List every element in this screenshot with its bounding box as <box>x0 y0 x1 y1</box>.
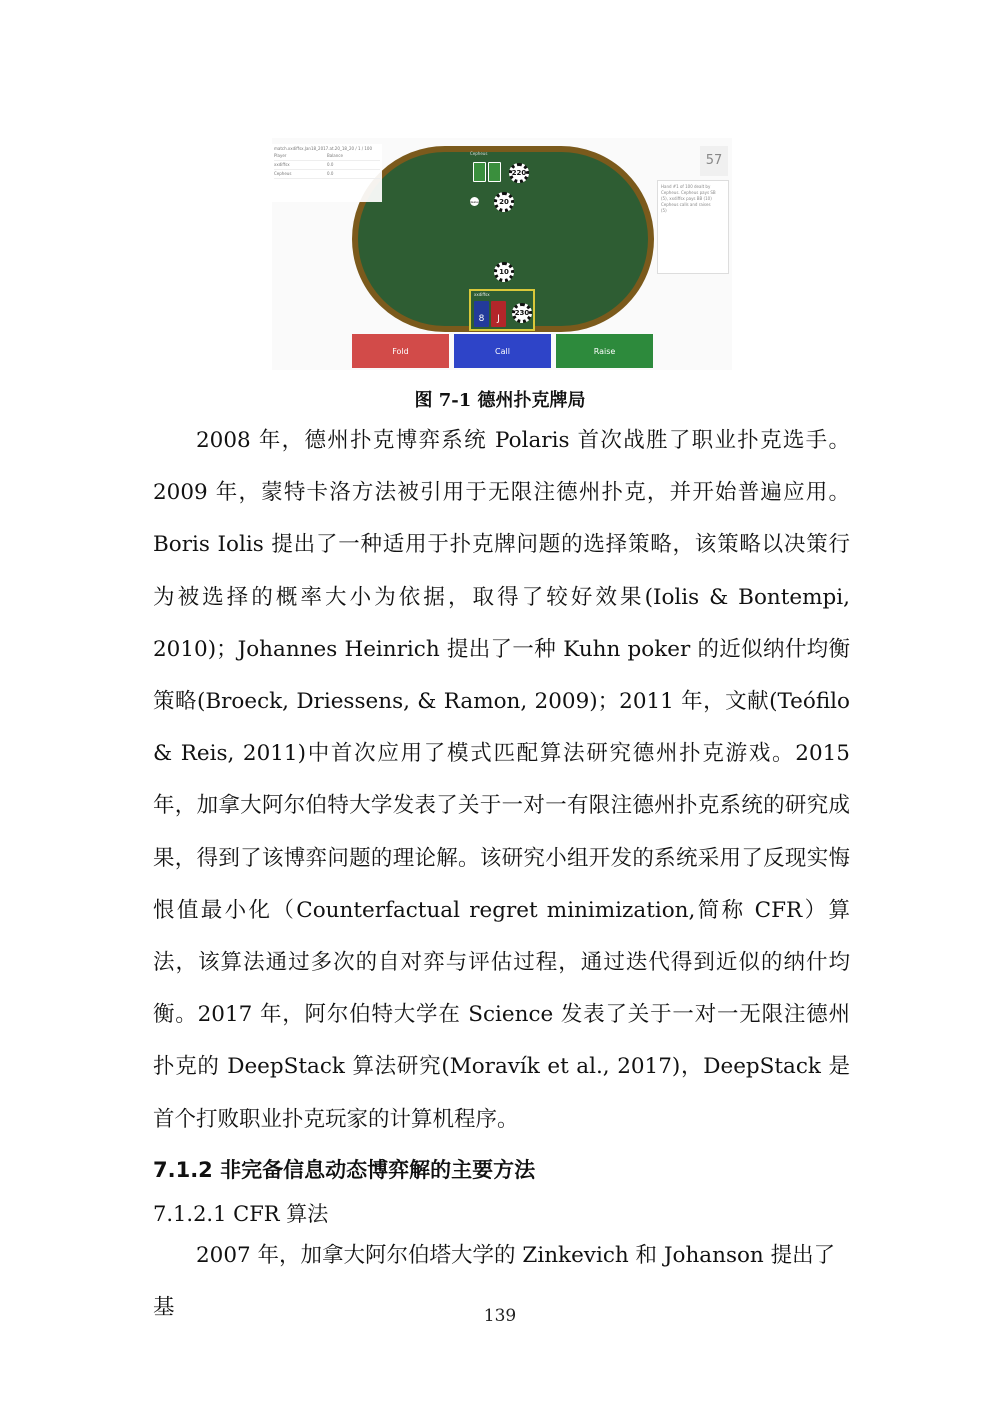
fold-button[interactable]: Fold <box>352 334 449 368</box>
dealer-button: dealer <box>470 197 479 206</box>
opponent-name: Cepheus <box>470 151 488 156</box>
hand-counter: 57 <box>700 146 728 176</box>
log-line: Cepheus. Cepheus pays SB <box>661 190 716 195</box>
paragraph-text: 2007 年，加拿大阿尔伯塔大学的 Zinkevich 和 Johanson 提出了基 <box>153 1243 836 1320</box>
match-title: match.xxdiffsx.Jan18_2017.at.20_18_20 / 1 / 100 <box>274 146 373 151</box>
pot-chip: 20 <box>494 192 514 212</box>
poker-table-figure <box>272 138 732 370</box>
paragraph-text: 2008 年，德州扑克博弈系统 Polaris 首次战胜了职业扑克选手。2009 年，蒙特卡洛方法被引用于无限注德州扑克，并开始普遍应用。Boris Iolis 提出了一种适用于扑克牌问题的选择策略，该策略以决策行为被选择的概率大小为依据，取得了较好效果(Iolis & Bontempi, 2010)；Johannes Heinrich 提出了一种 Kuhn poker 的近似纳什均衡策略(Broeck, Driessens, & Ramon, 2009)；2011 年，文献(Teófilo & Reis, 2011)中首次应用了模式匹配算法研究德州扑克游戏。2015 年，加拿大阿尔伯特大学发表了关于一对一有限注德州扑克系统的研究成果，得到了该博弈问题的理论解。该研究小组开发的系统采用了反现实悔恨值最小化（Counterfactual regret minimization,简称 CFR）算法，该算法通过多次的自对弈与评估过程，通过迭代得到近似的纳什均衡。2017 年，阿尔伯特大学在 Science 发表了关于一对一无限注德州扑克的 DeepStack 算法研究(Moravík et al., 2017)，DeepStack 是首个打败职业扑克玩家的计算机程序。 <box>153 428 850 1132</box>
call-button[interactable]: Call <box>454 334 551 368</box>
info-row <box>274 170 380 179</box>
info-header-row <box>274 152 380 161</box>
log-line: Hand #1 of 100 dealt by <box>661 184 711 189</box>
body-paragraph <box>153 415 850 1146</box>
hero-seat <box>469 289 535 331</box>
raise-button[interactable]: Raise <box>556 334 653 368</box>
info-player-balance: 0.0 <box>327 162 334 167</box>
action-log-panel[interactable] <box>657 180 729 274</box>
log-line: (5), xxdiffsx pays BB (10) <box>661 196 712 201</box>
subsection-heading: 7.1.2.1 CFR 算法 <box>153 1202 329 1226</box>
opponent-card-back <box>473 162 486 182</box>
hero-bet-chip: 10 <box>494 262 514 282</box>
opponent-bet-chip: 220 <box>509 163 529 183</box>
log-line: Cepheus calls and raises <box>661 202 711 207</box>
hero-stack-chip: 230 <box>512 303 532 323</box>
hero-name: xxdiffsx <box>474 292 490 297</box>
info-player-name: Cepheus <box>274 171 292 176</box>
hero-card: J <box>491 301 506 327</box>
info-player-name: xxdiffsx <box>274 162 290 167</box>
info-header-player: Player <box>274 153 287 158</box>
figure-caption: 图 7-1 德州扑克牌局 <box>414 390 586 411</box>
info-header-balance: Balance <box>327 153 343 158</box>
page-number: 139 <box>483 1306 517 1326</box>
info-player-balance: 0.0 <box>327 171 334 176</box>
info-row <box>274 161 380 170</box>
log-line: (5) <box>661 208 667 213</box>
opponent-card-back <box>488 162 501 182</box>
section-heading: 7.1.2 非完备信息动态博弈解的主要方法 <box>153 1158 536 1182</box>
match-info-panel <box>272 144 382 202</box>
hero-card: 8 <box>474 301 489 327</box>
